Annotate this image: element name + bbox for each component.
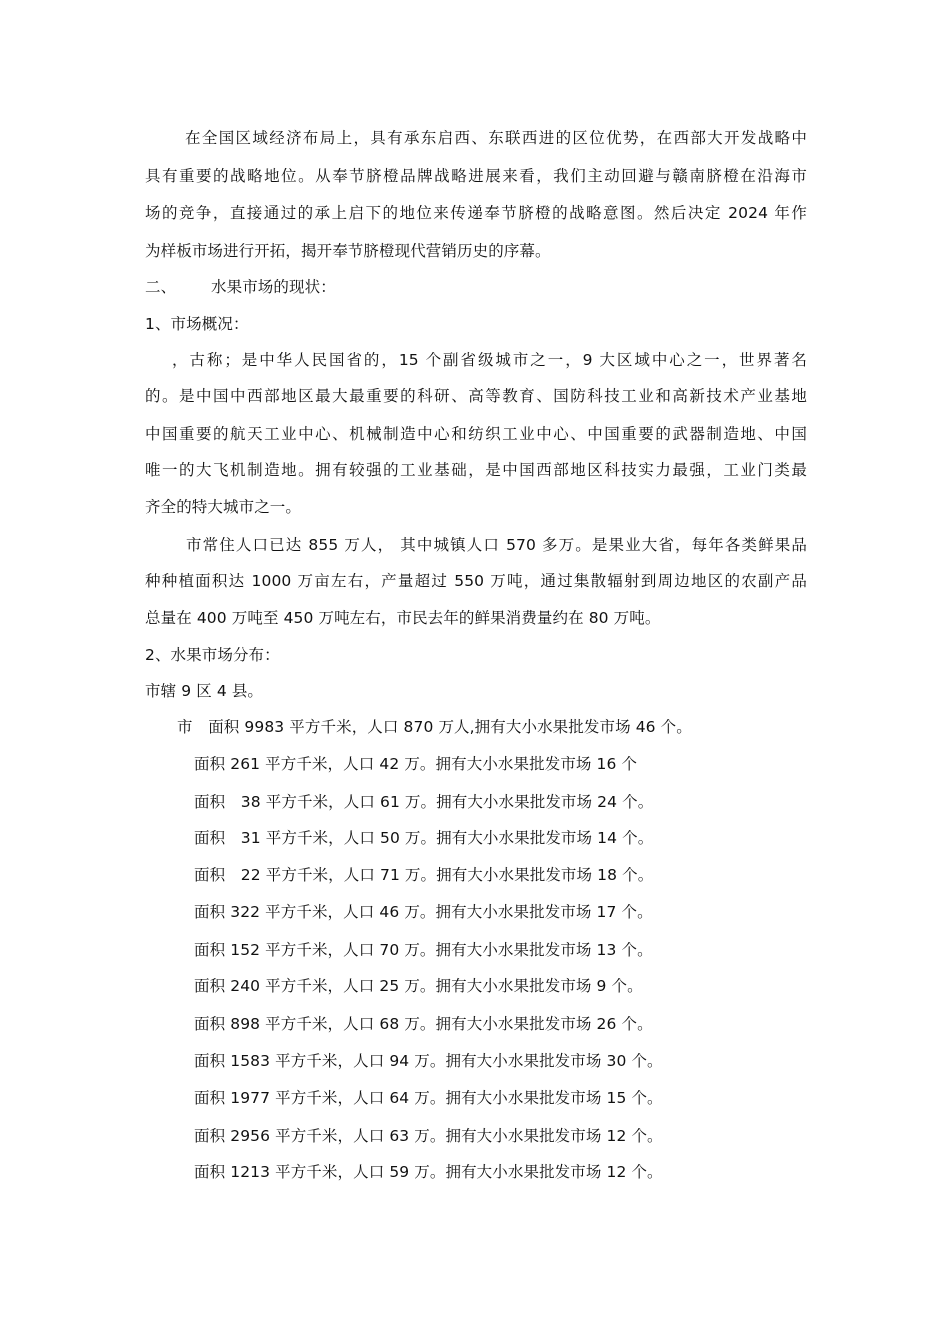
- population-line-2: 种种植面积达 1000 万亩左右，产量超过 550 万吨，通过集散辐射到周边地区的农副产品: [145, 572, 807, 590]
- district-line: 面积 261 平方千米，人口 42 万。拥有大小水果批发市场 16 个: [194, 755, 638, 773]
- population-line-3: 总量在 400 万吨至 450 万吨左右，市民去年的鲜果消费量约在 80 万吨。: [145, 609, 661, 627]
- overview-line-4: 唯一的大飞机制造地。拥有较强的工业基础，是中国西部地区科技实力最强，工业门类最: [145, 461, 807, 479]
- district-line: 面积 898 平方千米，人口 68 万。拥有大小水果批发市场 26 个。: [194, 1015, 653, 1033]
- district-line: 面积 1977 平方千米，人口 64 万。拥有大小水果批发市场 15 个。: [194, 1089, 663, 1107]
- intro-line-3: 场的竞争，直接通过的承上启下的地位来传递奉节脐橙的战略意图。然后决定 2024 年作: [145, 204, 807, 222]
- intro-line-4: 为样板市场进行开拓，揭开奉节脐橙现代营销历史的序幕。: [145, 242, 551, 260]
- subsection-2-heading: 2、水果市场分布：: [145, 646, 280, 664]
- section-two-title: 水果市场的现状：: [211, 278, 336, 296]
- district-summary: 市辖 9 区 4 县。: [145, 682, 264, 700]
- city-line: 市 面积 9983 平方千米，人口 870 万人,拥有大小水果批发市场 46 个。: [177, 718, 692, 736]
- overview-line-2: 的。是中国中西部地区最大最重要的科研、高等教育、国防科技工业和高新技术产业基地: [145, 387, 807, 405]
- section-two-number: 二、: [145, 278, 177, 296]
- district-line: 面积 240 平方千米，人口 25 万。拥有大小水果批发市场 9 个。: [194, 977, 643, 995]
- overview-line-5: 齐全的特大城市之一。: [145, 498, 302, 516]
- district-line: 面积 2956 平方千米，人口 63 万。拥有大小水果批发市场 12 个。: [194, 1127, 663, 1145]
- district-line: 面积 152 平方千米，人口 70 万。拥有大小水果批发市场 13 个。: [194, 941, 653, 959]
- intro-line-2: 具有重要的战略地位。从奉节脐橙品牌战略进展来看，我们主动回避与赣南脐橙在沿海市: [145, 167, 807, 185]
- district-line: 面积 1583 平方千米，人口 94 万。拥有大小水果批发市场 30 个。: [194, 1052, 663, 1070]
- district-line: 面积 1213 平方千米，人口 59 万。拥有大小水果批发市场 12 个。: [194, 1163, 663, 1181]
- district-line: 面积 322 平方千米，人口 46 万。拥有大小水果批发市场 17 个。: [194, 903, 653, 921]
- subsection-1-heading: 1、市场概况：: [145, 315, 249, 333]
- district-line: 面积 38 平方千米，人口 61 万。拥有大小水果批发市场 24 个。: [194, 793, 654, 811]
- district-line: 面积 31 平方千米，人口 50 万。拥有大小水果批发市场 14 个。: [194, 829, 654, 847]
- overview-line-3: 中国重要的航天工业中心、机械制造中心和纺织工业中心、中国重要的武器制造地、中国: [145, 425, 807, 443]
- intro-line-1: 在全国区域经济布局上，具有承东启西、东联西进的区位优势，在西部大开发战略中: [185, 129, 807, 147]
- district-line: 面积 22 平方千米，人口 71 万。拥有大小水果批发市场 18 个。: [194, 866, 654, 884]
- overview-line-1: ，古称；是中华人民国省的，15 个副省级城市之一，9 大区域中心之一，世界著名: [172, 351, 807, 369]
- population-line-1: 市常住人口已达 855 万人， 其中城镇人口 570 多万。是果业大省，每年各类鲜果品: [186, 536, 807, 554]
